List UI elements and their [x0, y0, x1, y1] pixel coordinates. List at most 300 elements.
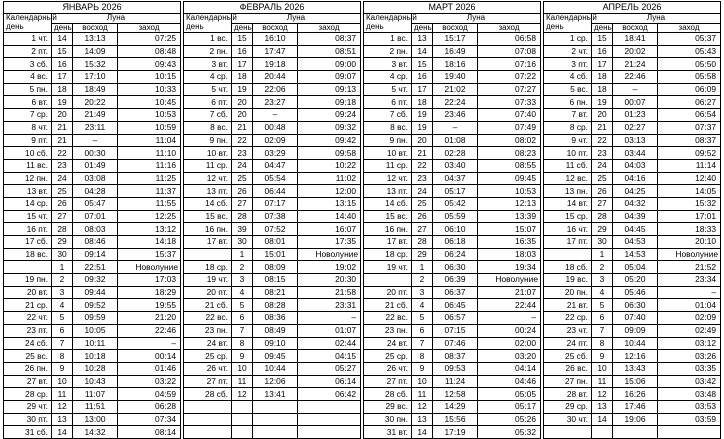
moonset-cell: 09:00: [298, 58, 361, 71]
moonrise-cell: 04:53: [613, 236, 658, 249]
moonrise-cell: 06:10: [433, 223, 478, 236]
moonset-cell: 11:14: [658, 159, 721, 172]
moon-phase-cell: Новолуние: [118, 261, 181, 274]
moonrise-cell: 02:28: [433, 147, 478, 160]
date-cell: 31 сб.: [4, 426, 52, 439]
moonset-cell: 18:33: [658, 223, 721, 236]
moon-age-cell: 14: [592, 413, 613, 426]
moonset-cell: 12:13: [478, 197, 541, 210]
moon-age-cell: 13: [52, 413, 73, 426]
moonrise-cell: 10:11: [73, 337, 118, 350]
moon-age-cell: 21: [52, 121, 73, 134]
moonset-cell: –: [298, 312, 361, 325]
date-cell: 9 чт.: [544, 134, 592, 147]
moon-age-cell: 3: [592, 274, 613, 287]
moonrise-cell: 11:07: [73, 388, 118, 401]
date-cell: 27 пн.: [544, 375, 592, 388]
date-cell: 11 вс.: [4, 159, 52, 172]
moonrise-cell: 05:42: [433, 197, 478, 210]
moon-age-cell: 12: [412, 400, 433, 413]
moon-age-cell: 10: [412, 375, 433, 388]
moon-age-cell: 27: [592, 197, 613, 210]
moon-age-cell: 16: [592, 45, 613, 58]
table-row: [364, 210, 541, 223]
moon-age-cell: 2: [412, 274, 433, 287]
table-row: [4, 33, 181, 46]
moon-age-cell: 19: [412, 121, 433, 134]
table-row: [544, 236, 721, 249]
moonset-cell: 02:49: [658, 324, 721, 337]
table-row: [184, 134, 361, 147]
moon-age-cell: 20: [232, 109, 253, 122]
moon-age-cell: 10: [52, 375, 73, 388]
date-cell: 7 сб.: [184, 109, 232, 122]
moonrise-cell: 12:06: [253, 375, 298, 388]
moonrise-cell: –: [73, 134, 118, 147]
moonset-cell: 07:40: [478, 109, 541, 122]
moonset-cell: 02:00: [478, 337, 541, 350]
moon-age-cell: 14: [412, 426, 433, 439]
moon-age-cell: 8: [232, 337, 253, 350]
moon-age-cell: 5: [592, 299, 613, 312]
moonrise-cell: 09:10: [253, 337, 298, 350]
moonrise-cell: 05:17: [433, 185, 478, 198]
moonrise-cell: [253, 413, 298, 426]
moonrise-cell: 06:45: [433, 299, 478, 312]
date-cell: 5 чт.: [364, 83, 412, 96]
calendar-day-header: Календарный день: [364, 14, 412, 33]
table-row: [4, 71, 181, 84]
table-row: [4, 299, 181, 312]
moonset-cell: 03:59: [658, 413, 721, 426]
moonset-cell: 22:44: [478, 299, 541, 312]
moon-age-cell: 1: [232, 248, 253, 261]
moonrise-cell: 04:47: [253, 159, 298, 172]
moonset-cell: 12:40: [658, 172, 721, 185]
moon-age-cell: 11: [412, 388, 433, 401]
moonrise-cell: 03:08: [73, 172, 118, 185]
table-row: [184, 375, 361, 388]
moon-age-cell: 23: [52, 159, 73, 172]
table-row: [184, 286, 361, 299]
moon-age-cell: 2: [232, 261, 253, 274]
date-cell: [184, 400, 232, 413]
moonset-cell: 04:15: [298, 350, 361, 363]
moon-age-cell: 22: [52, 147, 73, 160]
moonset-cell: 07:33: [478, 96, 541, 109]
moonset-cell: 15:07: [478, 223, 541, 236]
table-row: [364, 350, 541, 363]
date-cell: 22 чт.: [4, 312, 52, 325]
table-row: [4, 185, 181, 198]
table-row: [364, 400, 541, 413]
moonrise-cell: 05:20: [613, 274, 658, 287]
moonrise-cell: 06:44: [253, 185, 298, 198]
date-cell: 17 пт.: [544, 236, 592, 249]
moon-age-cell: 2: [592, 261, 613, 274]
moonrise-cell: 18:41: [613, 33, 658, 46]
moon-age-cell: 18: [412, 96, 433, 109]
date-cell: 30 пн.: [364, 413, 412, 426]
moon-age-cell: 13: [412, 413, 433, 426]
moon-age-cell: 20: [412, 134, 433, 147]
moonrise-cell: 08:01: [253, 236, 298, 249]
moonset-cell: 11:16: [118, 159, 181, 172]
moonrise-cell: 21:49: [73, 109, 118, 122]
table-row: [364, 324, 541, 337]
table-row: [544, 286, 721, 299]
moonrise-cell: 11:51: [73, 400, 118, 413]
moon-age-cell: 28: [52, 223, 73, 236]
table-row: [4, 109, 181, 122]
date-cell: 10 вт.: [364, 147, 412, 160]
moonrise-cell: 09:14: [73, 248, 118, 261]
table-row: [4, 134, 181, 147]
moonrise-cell: 13:00: [73, 413, 118, 426]
moonrise-cell: 08:09: [253, 261, 298, 274]
table-row: [4, 400, 181, 413]
moonrise-header: восход: [613, 23, 658, 33]
date-cell: 12 вс.: [544, 172, 592, 185]
moonset-cell: 07:25: [118, 33, 181, 46]
moonset-cell: 10:53: [118, 109, 181, 122]
date-cell: 27 пт.: [184, 375, 232, 388]
date-cell: 24 вт.: [184, 337, 232, 350]
moonrise-cell: –: [253, 109, 298, 122]
moon-age-cell: 19: [232, 83, 253, 96]
moonset-cell: –: [658, 286, 721, 299]
moonset-cell: 11:10: [118, 147, 181, 160]
date-cell: 30 пт.: [4, 413, 52, 426]
moonrise-cell: 04:28: [73, 185, 118, 198]
moonrise-cell: 14:29: [433, 400, 478, 413]
table-row: [184, 197, 361, 210]
table-row: [4, 58, 181, 71]
moonset-cell: 07:16: [478, 58, 541, 71]
moonset-cell: 09:43: [118, 58, 181, 71]
moon-age-cell: 21: [232, 121, 253, 134]
table-row: [364, 223, 541, 236]
moonset-cell: 21:58: [298, 286, 361, 299]
moon-age-cell: 6: [592, 312, 613, 325]
moonset-cell: 14:40: [298, 210, 361, 223]
moonrise-cell: 07:46: [433, 337, 478, 350]
table-row: [184, 33, 361, 46]
moon-age-cell: 26: [592, 185, 613, 198]
table-row: [544, 375, 721, 388]
date-cell: 7 вт.: [544, 109, 592, 122]
moonrise-cell: 05:47: [73, 197, 118, 210]
date-cell: 9 пн.: [184, 134, 232, 147]
moon-phase-cell: Новолуние: [298, 248, 361, 261]
moonrise-cell: 13:13: [73, 33, 118, 46]
table-row: [544, 312, 721, 325]
moonrise-cell: 03:29: [253, 147, 298, 160]
moonset-cell: 11:25: [118, 172, 181, 185]
moon-age-cell: 13: [412, 33, 433, 46]
table-row: [4, 375, 181, 388]
moonset-cell: 08:55: [478, 159, 541, 172]
moonrise-cell: 07:17: [253, 197, 298, 210]
date-cell: 6 пт.: [364, 96, 412, 109]
table-row: [544, 337, 721, 350]
date-cell: 12 чт.: [184, 172, 232, 185]
table-row: [544, 350, 721, 363]
table-row: [184, 185, 361, 198]
moonrise-header: восход: [433, 23, 478, 33]
moonrise-cell: 01:23: [613, 109, 658, 122]
table-row: [364, 312, 541, 325]
table-row: [4, 286, 181, 299]
moonset-cell: [298, 426, 361, 439]
moon-age-cell: 24: [412, 185, 433, 198]
moonset-cell: 05:05: [478, 388, 541, 401]
date-cell: [544, 426, 592, 439]
date-cell: 23 пт.: [4, 324, 52, 337]
table-row: [364, 375, 541, 388]
moon-age-cell: 19: [592, 96, 613, 109]
moonrise-cell: 19:18: [253, 58, 298, 71]
table-row: [544, 299, 721, 312]
moonrise-cell: 07:38: [253, 210, 298, 223]
month-table: [3, 1, 181, 439]
moonset-cell: 07:08: [478, 45, 541, 58]
date-cell: 19 пн.: [4, 274, 52, 287]
moon-age-cell: 21: [52, 134, 73, 147]
table-row: [184, 58, 361, 71]
moonrise-cell: 04:03: [613, 159, 658, 172]
moonset-cell: 08:23: [478, 147, 541, 160]
moon-age-cell: 6: [232, 312, 253, 325]
moon-age-cell: 25: [592, 172, 613, 185]
moonrise-cell: 10:05: [73, 324, 118, 337]
table-row: [184, 109, 361, 122]
table-row: [544, 109, 721, 122]
moonrise-cell: 08:46: [73, 236, 118, 249]
date-cell: 16 чт.: [544, 223, 592, 236]
moonrise-cell: 09:32: [73, 274, 118, 287]
moon-age-cell: 18: [592, 71, 613, 84]
date-cell: 26 пн.: [4, 362, 52, 375]
moonset-cell: 19:02: [298, 261, 361, 274]
moonrise-cell: 15:01: [253, 248, 298, 261]
table-row: [4, 236, 181, 249]
table-row: [4, 45, 181, 58]
table-row: [4, 337, 181, 350]
moonrise-cell: 07:52: [253, 223, 298, 236]
moon-age-cell: 15: [592, 33, 613, 46]
moonset-cell: 05:43: [658, 45, 721, 58]
date-cell: 3 вт.: [364, 58, 412, 71]
moonrise-cell: 05:54: [253, 172, 298, 185]
date-cell: 12 пн.: [4, 172, 52, 185]
moonset-cell: 07:49: [478, 121, 541, 134]
table-row: [544, 33, 721, 46]
date-cell: 13 вт.: [4, 185, 52, 198]
moonrise-cell: 22:06: [253, 83, 298, 96]
table-row: [364, 261, 541, 274]
date-cell: 20 пт.: [184, 286, 232, 299]
moonrise-cell: 20:02: [613, 45, 658, 58]
date-cell: 28 сб.: [364, 388, 412, 401]
moonrise-cell: 08:49: [253, 324, 298, 337]
moon-age-cell: 8: [592, 337, 613, 350]
moonset-cell: 09:52: [658, 147, 721, 160]
moonset-cell: 23:31: [298, 299, 361, 312]
moonset-cell: 02:09: [658, 312, 721, 325]
table-row: [364, 388, 541, 401]
moonrise-cell: 00:48: [253, 121, 298, 134]
moonrise-cell: 16:10: [253, 33, 298, 46]
date-cell: 3 сб.: [4, 58, 52, 71]
moonset-cell: 01:04: [658, 299, 721, 312]
moon-age-cell: 29: [592, 223, 613, 236]
moonset-cell: 10:45: [118, 96, 181, 109]
moonset-cell: 10:33: [118, 83, 181, 96]
table-row: [184, 121, 361, 134]
moonrise-cell: 13:41: [253, 388, 298, 401]
date-cell: [184, 413, 232, 426]
moonset-cell: 07:34: [118, 413, 181, 426]
moonrise-cell: 02:09: [253, 134, 298, 147]
table-row: [364, 45, 541, 58]
date-cell: 13 пт.: [184, 185, 232, 198]
moonset-cell: 01:46: [118, 362, 181, 375]
table-row: [4, 312, 181, 325]
table-row: [364, 109, 541, 122]
moon-age-cell: 26: [52, 197, 73, 210]
table-row: [184, 172, 361, 185]
moon-age-cell: 8: [412, 350, 433, 363]
table-row: [184, 388, 361, 401]
moonset-cell: 05:58: [658, 71, 721, 84]
moonrise-cell: 08:28: [253, 299, 298, 312]
date-cell: [184, 426, 232, 439]
table-row: [4, 350, 181, 363]
table-row: [544, 274, 721, 287]
moon-age-cell: 39: [232, 223, 253, 236]
moonset-cell: 07:22: [478, 71, 541, 84]
moonrise-cell: 17:10: [73, 71, 118, 84]
moon-age-header: день: [52, 23, 73, 33]
moonset-cell: 03:48: [658, 388, 721, 401]
moonrise-cell: 10:18: [73, 350, 118, 363]
moon-age-cell: 4: [52, 299, 73, 312]
moon-age-cell: 9: [412, 362, 433, 375]
table-row: [364, 197, 541, 210]
moonset-cell: 06:09: [658, 83, 721, 96]
table-row: [4, 362, 181, 375]
moonrise-cell: 18:49: [73, 83, 118, 96]
moonset-cell: 23:34: [658, 274, 721, 287]
moonrise-cell: 06:30: [613, 299, 658, 312]
moonrise-cell: 10:43: [73, 375, 118, 388]
date-cell: 4 сб.: [544, 71, 592, 84]
date-cell: 19 вс.: [544, 274, 592, 287]
table-row: [544, 121, 721, 134]
date-cell: 2 пт.: [4, 45, 52, 58]
date-cell: 16 пт.: [4, 223, 52, 236]
moonrise-cell: –: [433, 121, 478, 134]
moon-age-cell: 9: [232, 350, 253, 363]
table-row: [364, 274, 541, 287]
table-row: [364, 33, 541, 46]
table-row: [4, 274, 181, 287]
moon-age-cell: 18: [52, 83, 73, 96]
moon-age-cell: 6: [52, 324, 73, 337]
date-cell: 8 ср.: [544, 121, 592, 134]
table-row: [544, 147, 721, 160]
table-row: [184, 147, 361, 160]
date-cell: 18 сб.: [544, 261, 592, 274]
date-cell: 28 сб.: [184, 388, 232, 401]
moon-age-header: день: [592, 23, 613, 33]
moonset-cell: 11:37: [118, 185, 181, 198]
moon-age-cell: 30: [592, 236, 613, 249]
date-cell: 24 вт.: [364, 337, 412, 350]
month-title: ЯНВАРЬ 2026: [4, 2, 181, 14]
moon-age-cell: 19: [52, 96, 73, 109]
moon-age-header: день: [412, 23, 433, 33]
moonset-cell: 09:58: [298, 147, 361, 160]
month-block: [363, 1, 540, 437]
moonset-cell: 07:27: [478, 83, 541, 96]
date-cell: 23 пн.: [364, 324, 412, 337]
moonrise-cell: 10:28: [73, 362, 118, 375]
date-cell: 11 ср.: [364, 159, 412, 172]
moonset-cell: 08:48: [118, 45, 181, 58]
table-row: [364, 159, 541, 172]
table-row: [4, 426, 181, 439]
moonrise-cell: 06:18: [433, 236, 478, 249]
moon-age-cell: 1: [592, 248, 613, 261]
calendar-day-header: Календарный день: [544, 14, 592, 33]
moonset-cell: [658, 426, 721, 439]
moonset-cell: 01:07: [298, 324, 361, 337]
date-cell: 5 пн.: [4, 83, 52, 96]
moon-age-cell: 21: [592, 121, 613, 134]
moon-age-header: день: [232, 23, 253, 33]
table-row: [4, 388, 181, 401]
date-cell: [4, 261, 52, 274]
moonrise-cell: 20:22: [73, 96, 118, 109]
moonrise-cell: 08:37: [433, 350, 478, 363]
month-block: [183, 1, 360, 432]
moonset-cell: –: [478, 312, 541, 325]
moon-age-cell: 7: [592, 324, 613, 337]
table-row: [544, 83, 721, 96]
moon-age-cell: 15: [52, 45, 73, 58]
table-row: [364, 286, 541, 299]
moonset-cell: 08:14: [118, 426, 181, 439]
moon-age-cell: 27: [52, 210, 73, 223]
moonrise-header: восход: [253, 23, 298, 33]
moonrise-cell: 17:46: [613, 400, 658, 413]
moonset-cell: 13:12: [118, 223, 181, 236]
moon-age-cell: 24: [592, 159, 613, 172]
date-cell: 15 чт.: [4, 210, 52, 223]
moonset-cell: 09:24: [298, 109, 361, 122]
moonset-cell: 12:25: [118, 210, 181, 223]
moon-age-cell: 23: [592, 147, 613, 160]
table-row: [544, 413, 721, 426]
moon-age-cell: 12: [52, 400, 73, 413]
moon-age-cell: 5: [232, 299, 253, 312]
moon-age-cell: 17: [52, 71, 73, 84]
moonrise-cell: 07:01: [73, 210, 118, 223]
table-row: [364, 96, 541, 109]
date-cell: 16 пн.: [184, 223, 232, 236]
